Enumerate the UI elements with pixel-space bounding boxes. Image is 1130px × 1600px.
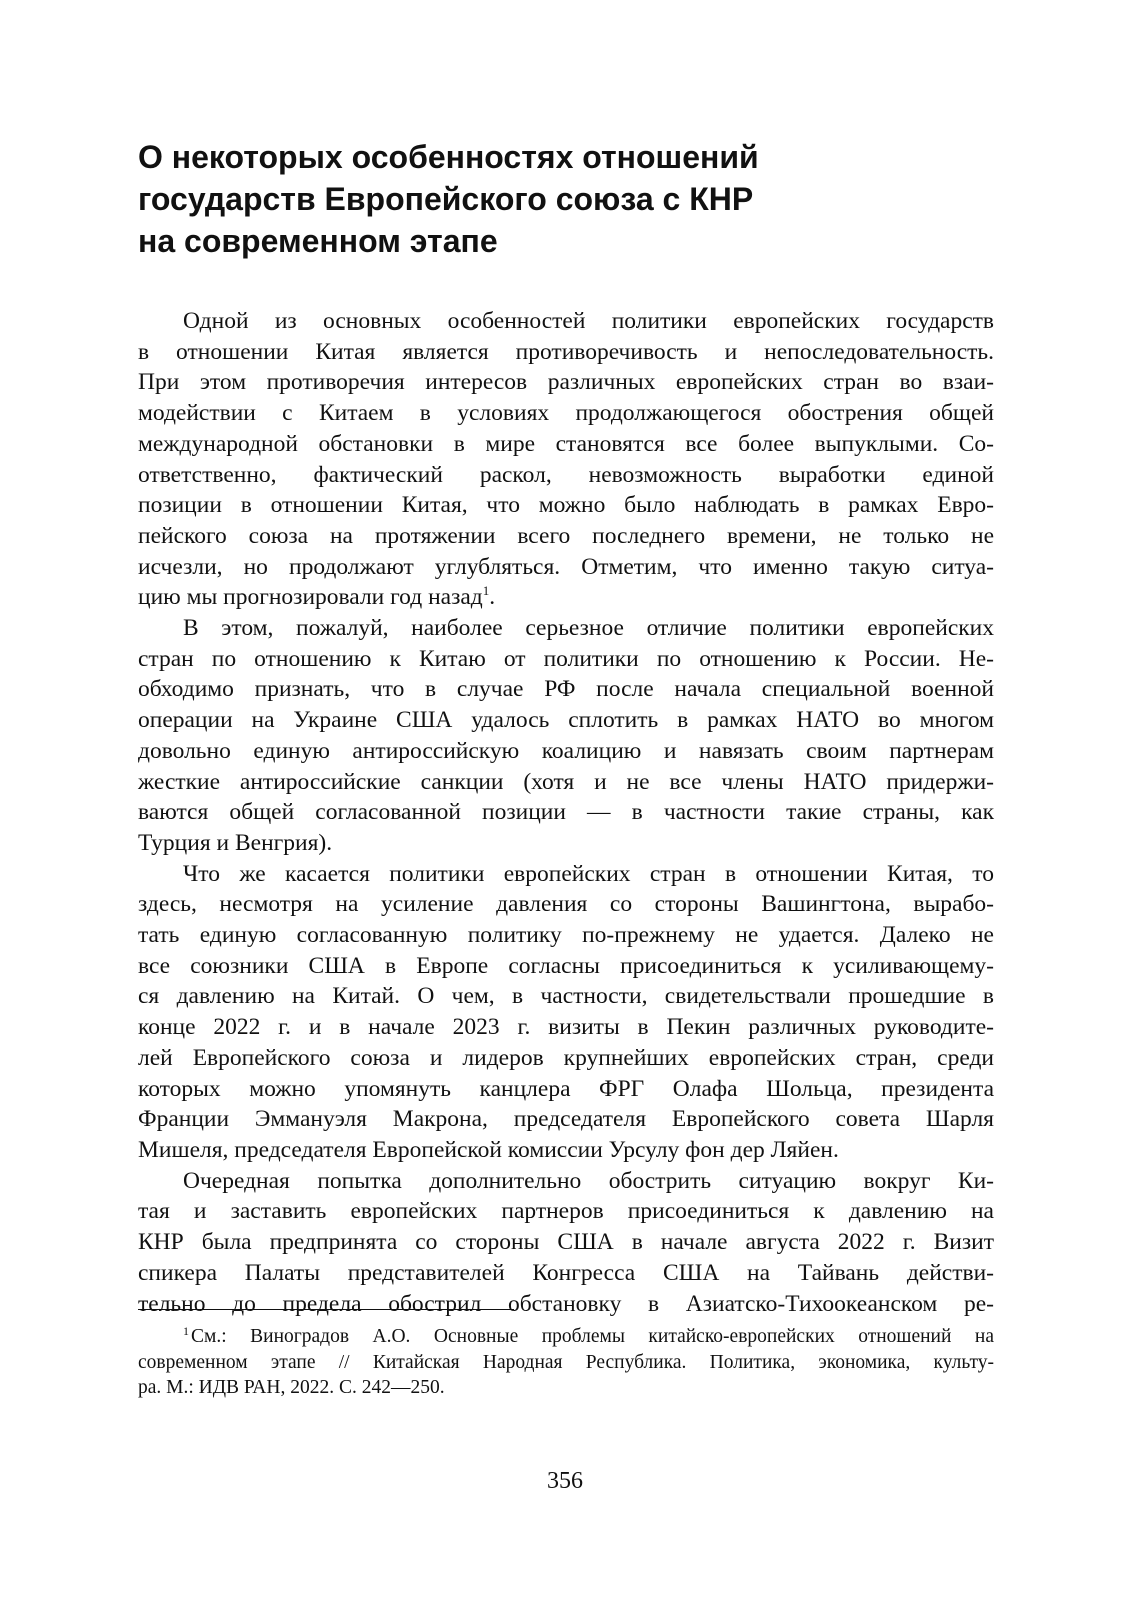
- text-line: спикера Палаты представителей Конгресса США на Тайвань действи-: [138, 1259, 994, 1286]
- paragraph-2: [138, 613, 994, 859]
- text-line: тать единую согласованную политику по-прежнему не удается. Далеко не: [138, 922, 994, 949]
- text-line: ответственно, фактический раскол, невозможность выработки единой: [138, 461, 994, 488]
- footnote-reference[interactable]: 1: [482, 583, 490, 599]
- text-line: В этом, пожалуй, наиболее серьезное отличие политики европейских: [183, 615, 994, 642]
- footnote-marker: 1: [183, 1323, 189, 1338]
- paragraph-4: [138, 1166, 994, 1320]
- text-line: жесткие антироссийские санкции (хотя и не все члены НАТО придержи-: [138, 768, 994, 795]
- text-line: обходимо признать, что в случае РФ после начала специальной военной: [138, 676, 994, 703]
- text-segment: .: [489, 584, 496, 611]
- text-line: ся давлению на Китай. О чем, в частности, свидетельствали прошедшие в: [138, 983, 994, 1010]
- footnote-line: ра. М.: ИДВ РАН, 2022. С. 242—250.: [138, 1377, 445, 1398]
- text-line: ваются общей согласованной позиции — в частности такие страны, как: [138, 799, 994, 826]
- text-line: Очередная попытка дополнительно обострить ситуацию вокруг Ки-: [183, 1167, 994, 1194]
- footnote-line: современном этапе // Китайская Народная Республика. Политика, экономика, культу-: [138, 1351, 994, 1373]
- text-line: КНР была предпринята со стороны США в начале августа 2022 г. Визит: [138, 1229, 994, 1256]
- text-line: Что же касается политики европейских стран в отношении Китая, то: [183, 860, 994, 887]
- text-line: пейского союза на протяжении всего последнего времени, не только не: [138, 522, 994, 549]
- footnote-line: [138, 1324, 994, 1350]
- footnote-text: См.: Виноградов А.О. Основные проблемы китайско-европейских отношений на: [191, 1326, 994, 1347]
- text-line: здесь, несмотря на усиление давления со стороны Вашингтона, вырабо-: [138, 891, 994, 918]
- paragraph-1: [138, 306, 994, 613]
- text-line: Франции Эммануэля Макрона, председателя Европейского совета Шарля: [138, 1106, 994, 1133]
- text-line: исчезли, но продолжают углубляться. Отметим, что именно такую ситуа-: [138, 553, 994, 580]
- paragraph-3: [138, 859, 994, 1166]
- text-line: Одной из основных особенностей политики европейских государств: [183, 308, 994, 334]
- text-line: Турция и Венгрия).: [138, 829, 333, 856]
- text-line: в отношении Китая является противоречивость и непоследовательность.: [138, 338, 994, 365]
- article-title: [138, 136, 998, 262]
- footnote-separator: [138, 1309, 514, 1310]
- page-number: 356: [547, 1468, 583, 1494]
- text-line: которых можно упомянуть канцлера ФРГ Олафа Шольца, президента: [138, 1075, 994, 1102]
- title-line: государств Европейского союза с КНР: [138, 181, 754, 217]
- text-line: довольно единую антироссийскую коалицию и навязать своим партнерам: [138, 737, 994, 764]
- text-line: международной обстановки в мире становятся все более выпуклыми. Со-: [138, 430, 994, 457]
- text-line: все союзники США в Европе согласны присоединиться к усиливающему-: [138, 952, 994, 979]
- text-line: операции на Украине США удалось сплотить в рамках НАТО во многом: [138, 707, 994, 734]
- text-line: тельно до предела обострил обстановку в Азиатско-Тихоокеанском ре-: [138, 1290, 994, 1317]
- title-line: на современном этапе: [138, 223, 498, 259]
- title-line: О некоторых особенностях отношений: [138, 139, 759, 175]
- text-line: При этом противоречия интересов различных европейских стран во взаи-: [138, 369, 994, 396]
- text-line: конце 2022 г. и в начале 2023 г. визиты в Пекин различных руководите-: [138, 1014, 994, 1041]
- text-line: тая и заставить европейских партнеров присоединиться к давлению на: [138, 1198, 994, 1225]
- text-segment: цию мы прогнозировали год назад: [138, 584, 483, 611]
- text-line: лей Европейского союза и лидеров крупнейших европейских стран, среди: [138, 1044, 994, 1071]
- text-line: Мишеля, председателя Европейской комиссии Урсулу фон дер Ляйен.: [138, 1136, 839, 1163]
- footnote: [138, 1324, 994, 1401]
- article-body: [138, 306, 994, 1319]
- text-line: стран по отношению к Китаю от политики по отношению к России. Не-: [138, 645, 994, 672]
- text-line: позиции в отношении Китая, что можно было наблюдать в рамках Евро-: [138, 492, 994, 519]
- text-line: [138, 582, 994, 613]
- text-line: модействии с Китаем в условиях продолжающегося обострения общей: [138, 400, 994, 427]
